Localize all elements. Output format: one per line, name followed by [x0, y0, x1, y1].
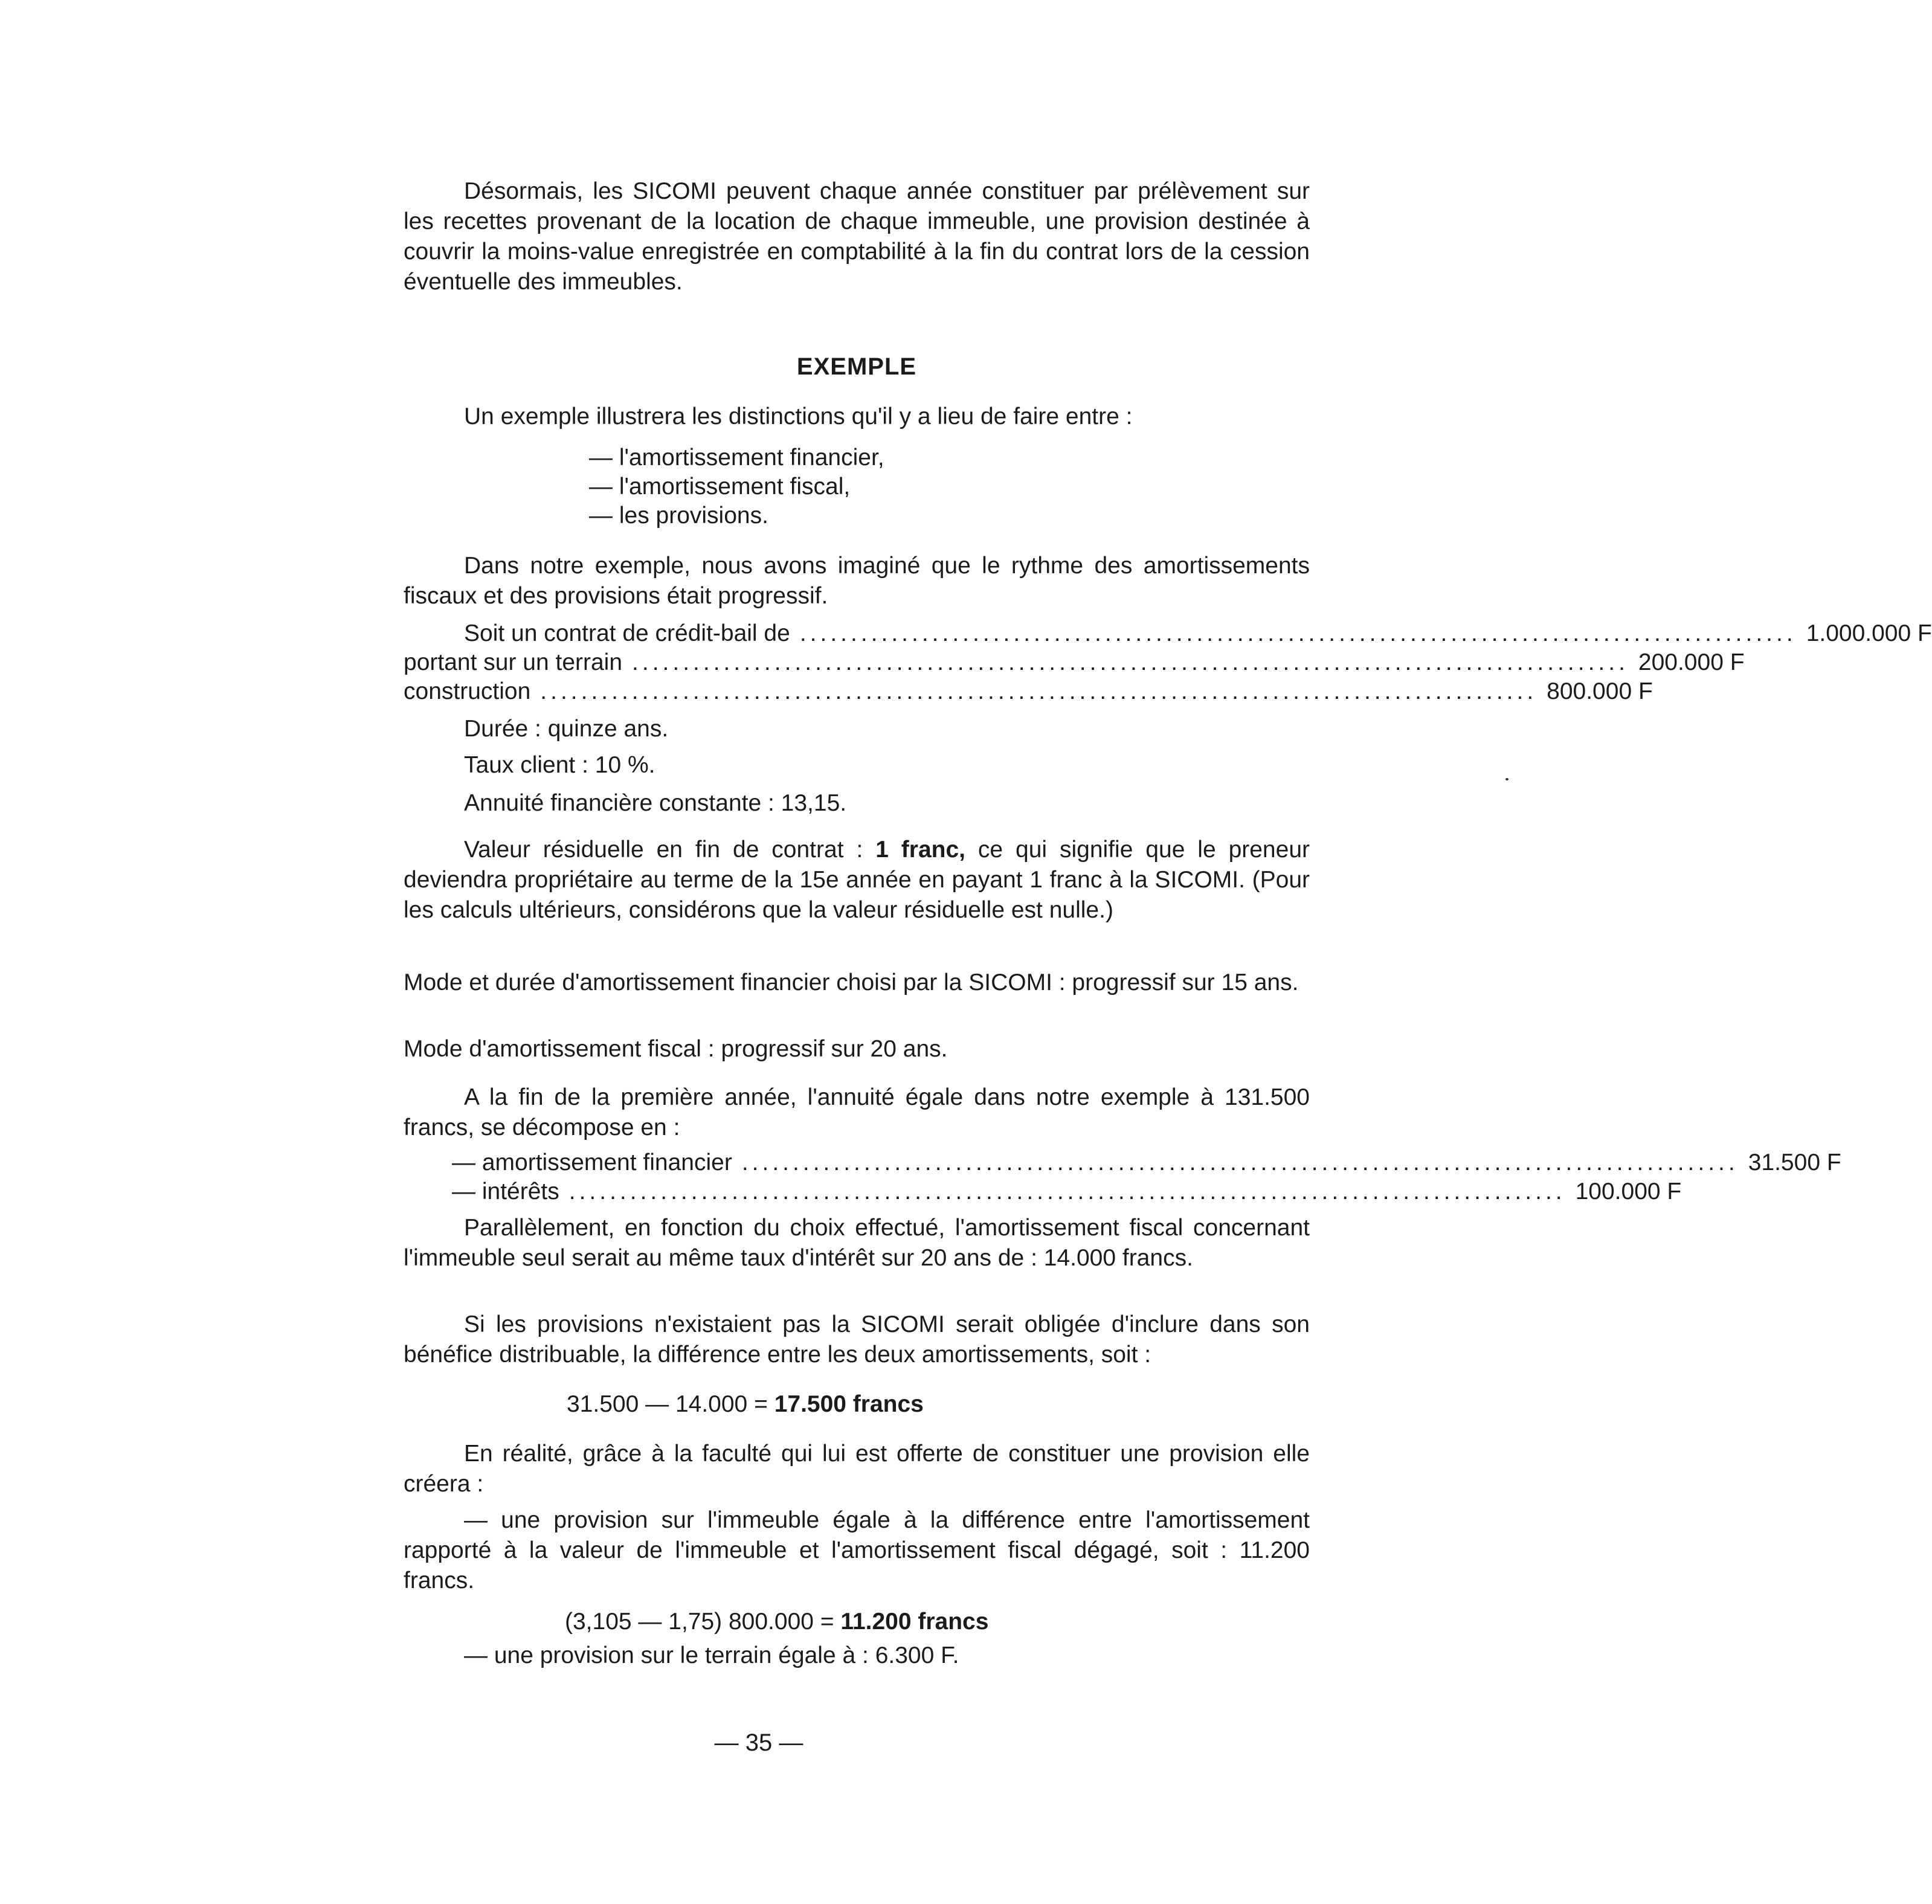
- paragraph-text: Désormais, les SICOMI peuvent chaque année constituer par prélèvement sur les recettes provenant de la location de chaque immeuble, une provision destinée à couvrir la moins-value enregistrée en comptabilité à la fin du contrat lors de la cession éventuelle des immeubles.: [404, 178, 1310, 295]
- rate-line: Taux client : 10 %.: [464, 752, 655, 778]
- annuity-row-value: 31.500 F: [1748, 1150, 1841, 1176]
- paragraph-text: Si les provisions n'existaient pas la SICOMI serait obligée d'inclure dans son bénéfice distribuable, la différence entre les deux amortissements, soit :: [404, 1311, 1310, 1368]
- list-item-distinction: — les provisions.: [589, 503, 768, 529]
- contract-row-label: portant sur un terrain: [404, 649, 623, 675]
- paragraph-year-end: [404, 1082, 1310, 1143]
- paragraph-text: Dans notre exemple, nous avons imaginé que le rythme des amortissements fiscaux et des provisions était progressif.: [404, 553, 1310, 609]
- annuity-row-value: 100.000 F: [1575, 1179, 1682, 1204]
- contract-row: [464, 619, 1932, 649]
- heading-text: EXEMPLE: [796, 353, 917, 380]
- page-number: — 35 —: [714, 1729, 803, 1756]
- formula-plain: (3,105 — 1,75) 800.000 =: [565, 1609, 841, 1635]
- paragraph-text: — une provision sur l'immeuble égale à la différence entre l'amortissement rapporté à la valeur de l'immeuble et l'amortissement fiscal dégagé, soit : 11.200 francs.: [404, 1507, 1310, 1594]
- list-item-distinction: — l'amortissement fiscal,: [589, 474, 851, 500]
- contract-row-value: 800.000 F: [1547, 678, 1653, 704]
- contract-row-value: 200.000 F: [1638, 649, 1745, 675]
- formula-difference: [567, 1389, 924, 1420]
- annuity-row: [452, 1177, 1682, 1207]
- paragraph-in-reality: [404, 1439, 1310, 1499]
- annuity-row: [452, 1148, 1841, 1178]
- formula-result: 17.500 francs: [774, 1391, 924, 1417]
- residual-suffix: ce qui signifie que le preneur deviendra propriétaire au terme de la 15e année en payant 1 franc à la SICOMI. (Pour les calculs ultérieurs, considérons que la valeur résiduelle est nulle.): [404, 837, 1310, 923]
- formula-result: 11.200 francs: [840, 1609, 989, 1635]
- paragraph-intro-provision: [404, 176, 1310, 297]
- paragraph-parallel: [404, 1213, 1310, 1273]
- residual-prefix: Valeur résiduelle en fin de contrat :: [464, 837, 876, 863]
- paragraph-text: Un exemple illustrera les distinctions qu'il y a lieu de faire entre :: [464, 404, 1133, 429]
- paragraph-rhythm: [404, 551, 1310, 611]
- list-item-distinction: — l'amortissement financier,: [589, 445, 884, 471]
- dot-leader: ..................................................................................................: [632, 649, 1629, 675]
- dot-leader: ..................................................................................................: [540, 678, 1538, 704]
- paragraph-text: A la fin de la première année, l'annuité égale dans notre exemple à 131.500 francs, se décompose en :: [404, 1084, 1310, 1140]
- paragraph-text: [404, 835, 1310, 925]
- dot-leader: ..................................................................................................: [741, 1150, 1739, 1176]
- formula-plain: 31.500 — 14.000 =: [567, 1391, 774, 1417]
- paragraph-text: — une provision sur le terrain égale à : 6.300 F.: [464, 1642, 959, 1668]
- paragraph-fiscal-mode: [404, 1034, 1310, 1064]
- paragraph-financial-mode: [404, 968, 1310, 998]
- contract-row: [404, 677, 1653, 707]
- paragraph-text: Mode d'amortissement fiscal : progressif sur 20 ans.: [404, 1036, 948, 1062]
- annuity-row-label: — amortissement financier: [452, 1150, 732, 1176]
- paragraph-example-intro: [404, 402, 1310, 432]
- paragraph-building-provision: [404, 1505, 1310, 1596]
- annuity-row-label: — intérêts: [452, 1179, 559, 1204]
- contract-row: [404, 648, 1745, 678]
- paragraph-residual-value: [404, 835, 1310, 925]
- contract-row-value: 1.000.000 F: [1806, 620, 1932, 646]
- section-heading: [404, 352, 1310, 382]
- paragraph-text: En réalité, grâce à la faculté qui lui est offerte de constituer une provision elle créera :: [404, 1441, 1310, 1497]
- scan-speck: [1505, 778, 1509, 780]
- dot-leader: ..................................................................................................: [568, 1179, 1566, 1204]
- paragraph-land-provision: [404, 1641, 1310, 1671]
- dot-leader: ..................................................................................................: [799, 620, 1797, 646]
- contract-row-label: construction: [404, 678, 531, 704]
- formula-building-provision: [565, 1607, 988, 1637]
- annuity-line: Annuité financière constante : 13,15.: [464, 790, 847, 816]
- paragraph-text: Mode et durée d'amortissement financier choisi par la SICOMI : progressif sur 15 ans.: [404, 970, 1299, 995]
- paragraph-without-provisions: [404, 1310, 1310, 1370]
- residual-bold: 1 franc,: [875, 837, 966, 863]
- duration-line: Durée : quinze ans.: [464, 716, 669, 742]
- contract-row-label: Soit un contrat de crédit-bail de: [464, 620, 790, 646]
- paragraph-text: Parallèlement, en fonction du choix effectué, l'amortissement fiscal concernant l'immeuble seul serait au même taux d'intérêt sur 20 ans de : 14.000 francs.: [404, 1215, 1310, 1271]
